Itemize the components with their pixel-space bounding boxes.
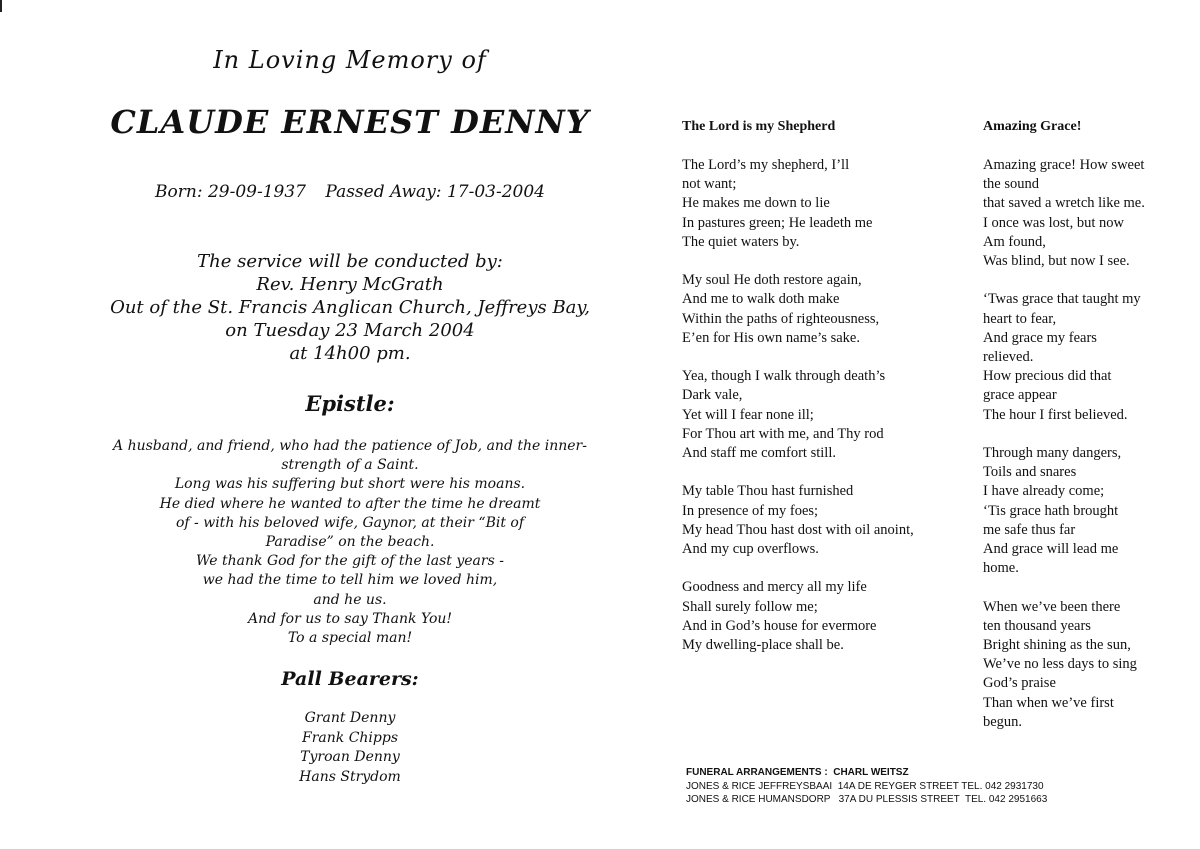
service-line: The service will be conducted by: (197, 251, 503, 272)
hymn-line: E’en for His own name’s sake. (682, 329, 860, 346)
hymn-lord-shepherd-title: The Lord is my Shepherd (682, 119, 836, 134)
hymn-stanza (983, 290, 1145, 424)
hymn-line: Dark vale, (682, 387, 743, 404)
hymn-line: He makes me down to lie (682, 195, 830, 212)
hymn-line: relieved. (983, 349, 1034, 366)
funeral-arrangements-line: JONES & RICE JEFFREYSBAAI 14A DE REYGER STREET TEL. 042 2931730 (686, 780, 1044, 792)
hymn-line: My table Thou hast furnished (682, 483, 854, 500)
hymn-stanza (983, 598, 1145, 732)
pall-bearers-heading: Pall Bearers: (281, 668, 419, 690)
passed-away-date: 17-03-2004 (446, 182, 545, 202)
epistle-line: And for us to say Thank You! (247, 610, 453, 627)
service-line: Rev. Henry McGrath (256, 274, 444, 295)
hymn-line: me safe thus far (983, 521, 1076, 538)
epistle-line: We thank God for the gift of the last years - (196, 553, 504, 570)
dates-line (60, 182, 640, 202)
service-line: on Tuesday 23 March 2004 (225, 320, 475, 341)
epistle-text (70, 437, 630, 648)
hymn-line: My head Thou hast dost with oil anoint, (682, 521, 914, 538)
hymn-amazing-grace-title: Amazing Grace! (983, 119, 1082, 134)
pall-bearer-name: Tyroan Denny (300, 749, 400, 765)
hymn-line: Shall surely follow me; (682, 598, 818, 615)
hymn-line: ten thousand years (983, 617, 1091, 634)
hymn-line: heart to fear, (983, 310, 1057, 327)
hymn-lord-shepherd-body (682, 156, 914, 674)
hymn-line: not want; (682, 176, 737, 193)
hymn-stanza (983, 156, 1145, 271)
hymn-line: Through many dangers, (983, 445, 1122, 462)
hymn-line: Am found, (983, 233, 1046, 250)
hymn-line: home. (983, 560, 1019, 577)
hymn-line: Was blind, but now I see. (983, 253, 1130, 270)
hymn-line: Within the paths of righteousness, (682, 310, 880, 327)
pall-bearer-name: Hans Strydom (299, 768, 401, 785)
hymn-line: We’ve no less days to sing (983, 656, 1137, 673)
epistle-line: Long was his suffering but short were his moans. (174, 476, 526, 493)
hymn-line: The quiet waters by. (682, 233, 800, 250)
epistle-line: we had the time to tell him we loved him, (202, 572, 498, 589)
hymn-stanza (682, 578, 914, 655)
hymn-stanza (682, 482, 914, 559)
born-date: 29-09-1937 (207, 182, 306, 202)
hymn-line: Yea, though I walk through death’s (682, 368, 886, 385)
born-label: Born: (155, 182, 203, 202)
hymn-line: Toils and snares (983, 464, 1077, 481)
hymn-line: My soul He doth restore again, (682, 272, 862, 289)
hymn-line: the sound (983, 176, 1039, 193)
in-loving-memory-heading: In Loving Memory of (213, 46, 487, 74)
epistle-line: To a special man! (287, 630, 413, 647)
hymn-line: Goodness and mercy all my life (682, 579, 867, 596)
hymn-line: begun. (983, 713, 1023, 730)
hymn-line: God’s praise (983, 675, 1056, 692)
pall-bearers-list (60, 709, 640, 787)
hymn-amazing-grace-body (983, 156, 1145, 751)
hymn-line: For Thou art with me, and Thy rod (682, 425, 884, 442)
hymn-line: grace appear (983, 387, 1057, 404)
hymn-line: In presence of my foes; (682, 502, 819, 519)
hymn-stanza (682, 367, 914, 463)
hymn-line: I have already come; (983, 483, 1105, 500)
funeral-arrangements-line: JONES & RICE HUMANSDORP 37A DU PLESSIS STREET TEL. 042 2951663 (686, 794, 1048, 805)
epistle-line: Paradise” on the beach. (265, 534, 435, 551)
passed-away-label: Passed Away: (325, 182, 442, 202)
hymn-line: In pastures green; He leadeth me (682, 214, 873, 231)
hymn-line: How precious did that (983, 368, 1112, 385)
hymn-line: ‘Tis grace hath brought (983, 502, 1119, 519)
hymn-line: And in God’s house for evermore (682, 617, 877, 634)
scan-edge-mark (0, 0, 2, 12)
hymn-line: ‘Twas grace that taught my (983, 291, 1141, 308)
hymn-stanza (983, 444, 1145, 578)
deceased-name: CLAUDE ERNEST DENNY (110, 103, 590, 141)
hymn-line: And my cup overflows. (682, 541, 819, 558)
epistle-line: He died where he wanted to after the time he dreamt (159, 495, 541, 512)
epistle-line: of - with his beloved wife, Gaynor, at their “Bit of (175, 514, 525, 531)
hymn-line: The Lord’s my shepherd, I’ll (682, 157, 850, 173)
hymn-line: Amazing grace! How sweet (983, 157, 1145, 173)
funeral-arrangements (686, 766, 1047, 807)
service-line: at 14h00 pm. (289, 343, 411, 364)
hymn-stanza (682, 156, 914, 252)
hymn-line: I once was lost, but now (983, 214, 1124, 231)
hymn-line: Yet will I fear none ill; (682, 406, 814, 423)
hymn-line: Bright shining as the sun, (983, 637, 1131, 654)
epistle-line: A husband, and friend, who had the patience of Job, and the inner- (113, 438, 587, 454)
pall-bearer-name: Grant Denny (304, 710, 396, 726)
hymn-line: And me to walk doth make (682, 291, 840, 308)
hymn-line: And grace will lead me (983, 541, 1119, 558)
hymn-line: And staff me comfort still. (682, 445, 836, 462)
funeral-arrangements-heading: FUNERAL ARRANGEMENTS : CHARL WEITSZ (686, 767, 909, 778)
pall-bearer-name: Frank Chipps (301, 729, 399, 746)
service-details (60, 250, 640, 365)
hymn-line: Than when we’ve first (983, 694, 1114, 711)
epistle-line: and he us. (313, 591, 387, 608)
hymn-line: When we’ve been there (983, 598, 1121, 615)
epistle-line: strength of a Saint. (281, 457, 419, 474)
service-line: Out of the St. Francis Anglican Church, Jeffreys Bay, (110, 297, 590, 318)
hymn-line: My dwelling-place shall be. (682, 637, 844, 654)
hymn-line: And grace my fears (983, 329, 1097, 346)
hymn-stanza (682, 271, 914, 348)
epistle-heading: Epistle: (305, 391, 395, 416)
hymn-line: that saved a wretch like me. (983, 195, 1145, 212)
hymn-line: The hour I first believed. (983, 406, 1128, 423)
